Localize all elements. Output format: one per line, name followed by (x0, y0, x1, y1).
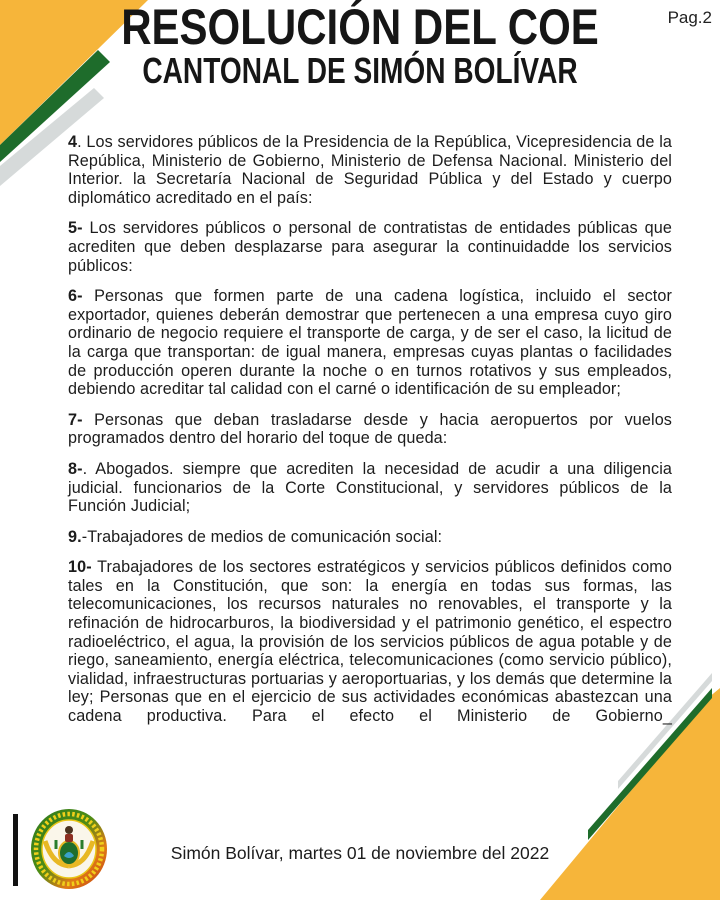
paragraph-text: Los servidores públicos o personal de contratistas de entidades públicas que acrediten que deben desplazarse para asegurar la continuidadde los servicios públicos: (68, 219, 672, 275)
seal-figure-body (65, 834, 73, 842)
page-title-line2: CANTONAL DE SIMÓN BOLÍVAR (142, 50, 578, 91)
paragraph-text: Personas que formen parte de una cadena logística, incluido el sector exportador, quienes deberán demostrar que pertenecen a una empresa cuyo giro ordinario de negocio requiere el transporte de carga, y de ser el caso, la licitud de la carga que transportan: de igual manera, empresas cuyas plantas o facilidades de producción operen durante la noche o en turnos rotativos y sus empleados, debiendo acreditar tal calidad con el carné o identificación de su empleador; (68, 287, 672, 399)
page-title-line1: RESOLUCIÓN DEL COE (121, 0, 599, 55)
paragraph-text: -Trabajadores de medios de comunicación social: (81, 527, 443, 546)
paragraph (68, 133, 672, 207)
paragraph-number: 10- (68, 558, 92, 577)
page-number: Pag.2 (667, 8, 712, 27)
paragraph-number: 8- (68, 459, 83, 478)
paragraph-number: 4 (68, 133, 78, 151)
paragraph-number: 7- (68, 410, 83, 429)
document-header (0, 0, 720, 91)
paragraph (68, 287, 672, 399)
paragraph (68, 219, 672, 275)
paragraph-number: 6- (68, 287, 83, 306)
paragraph-number: 5- (68, 219, 83, 238)
paragraph-text: . Los servidores públicos de la Presidencia de la República, Vicepresidencia de la República, Ministerio de Gobierno, Ministerio de Defensa Nacional. Ministerio del Interior. la Secretaría Nacional de Seguridad Pública y del Estado y cuerpo diplomático acreditado en el país: (68, 133, 672, 207)
paragraph-number: 9. (68, 527, 82, 546)
paragraph-text: Personas que deban trasladarse desde y hacia aeropuertos por vuelos programados dentro del horario del toque de queda: (68, 410, 672, 448)
paragraph-text: Trabajadores de los sectores estratégicos y servicios públicos definidos como tales en la Constitución, que son: la energía en todas sus formas, las telecomunicaciones, los recursos naturales no renovables, el transporte y la refinación de hidrocarburos, la biodiversidad y el patrimonio genético, el espectro radioeléctrico, el agua, la provisión de los servicios públicos de agua potable y de riego, saneamiento, energía eléctrica, telecomunicaciones (como servicio público), vialidad, infraestructuras portuarias y aeroportuarias, y los demás que determine la ley; Personas que en el ejercicio de sus actividades económicas abastezcan una cadena productiva. Para el efecto el Ministerio de Gobierno_ (68, 558, 672, 726)
paragraph (68, 460, 672, 516)
paragraph (68, 528, 672, 547)
document-body (68, 133, 672, 738)
footer-dateline: Simón Bolívar, martes 01 de noviembre del 2022 (170, 843, 550, 863)
paragraph (68, 558, 672, 725)
paragraph (68, 411, 672, 448)
paragraph-text: . Abogados. siempre que acrediten la necesidad de acudir a una diligencia judicial. funcionarios de la Corte Constitucional, y servidores públicos de la Función Judicial; (68, 459, 672, 516)
seal-figure-head (65, 826, 73, 834)
